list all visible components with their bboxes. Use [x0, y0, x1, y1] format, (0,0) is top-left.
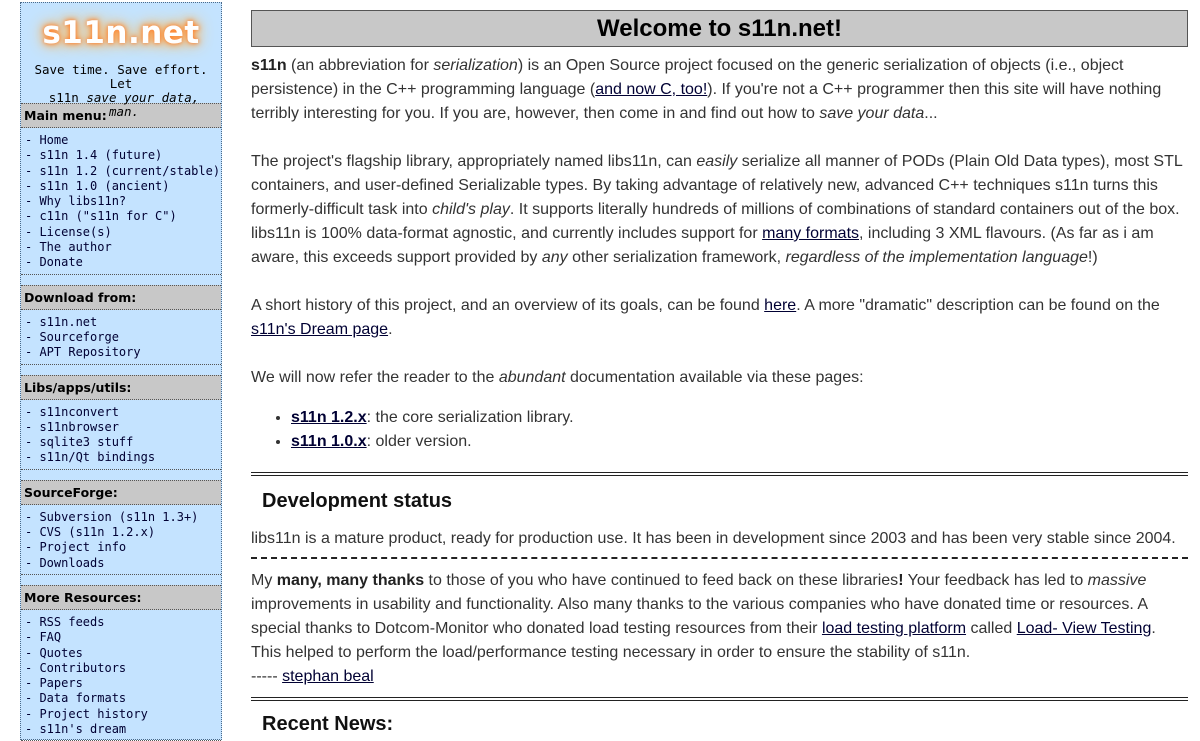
list-item: • s11n 1.2.x: the core serialization library. [291, 406, 1188, 430]
link-history-here[interactable]: here [764, 297, 797, 314]
link-many-formats[interactable]: many formats [762, 225, 860, 242]
link-dream-page[interactable]: s11n's Dream page [251, 321, 389, 338]
sidebar-menu-item[interactable]: - s11n 1.2 (current/stable) [25, 163, 221, 178]
sidebar-menu-item[interactable]: - Data formats [25, 691, 127, 706]
menu-section [21, 285, 221, 365]
menu-section-header: Download from: [21, 285, 221, 310]
menu-list [21, 610, 221, 741]
menu-section [21, 585, 221, 741]
sidebar-menu-item[interactable]: - Home [25, 133, 69, 147]
site-logo[interactable]: s11n.net [42, 15, 200, 51]
sidebar-menu-item[interactable]: - Project history [25, 706, 148, 721]
sidebar-menu-item[interactable]: - Contributors [25, 660, 127, 675]
menu-section [21, 480, 221, 575]
link-s11n-1-2[interactable]: s11n 1.2.x [291, 409, 367, 426]
flagship-paragraph: The project's flagship library, appropriately named libs11n, can easily serialize all manner of PODs (Plain Old Data types), most STL containers, and user-defined Serializable types. By taking advantage of relatively new, advanced C++ techniques s11n turns this formerly-difficult task into child's play. It supports literally hundreds of millions of combinations of standard containers out of the box. libs11n is 100% data-format agnostic, and currently includes support for many formats, including 3 XML flavours. (As far as i am aware, this exceeds support provided by any other serialization framework, regardless of the implementation language!) [251, 153, 1183, 266]
thanks-paragraph: My many, many thanks to those of you who have continued to feed back on these libraries! Your feedback has led to massive improvements in usability and functionality. Also many thanks to the various companies who have donated time or resources. A special thanks to Dotcom-Monitor who donated load testing resources from their load testing platform called Load- View Testing. This helped to perform the load/performance testing necessary in order to ensure the stability of s11n. ----- stephan beal [251, 572, 1156, 685]
section-divider [251, 557, 1188, 559]
intro-bold-name: s11n [251, 57, 287, 74]
link-load-testing-platform[interactable]: load testing platform [821, 620, 967, 637]
sidebar-menu-item[interactable]: - s11nbrowser [25, 419, 119, 434]
sidebar-menu [21, 103, 221, 741]
menu-spacer [21, 470, 221, 480]
menu-list [21, 400, 221, 470]
menu-list [21, 128, 221, 275]
sidebar-menu-item[interactable]: - Donate [25, 255, 83, 270]
sidebar-menu-item[interactable]: - The author [25, 240, 112, 255]
dev-status-text: libs11n is a mature product, ready for production use. It has been in development since 2003 and has been very stable since 2004. [251, 530, 1176, 547]
history-paragraph: A short history of this project, and an overview of its goals, can be found here. A more "dramatic" description can be found on the s11n's Dream page. [251, 297, 1160, 338]
sidebar-menu-item[interactable]: - Why libs11n? [25, 194, 127, 209]
recent-news-heading: Recent News: [262, 713, 394, 735]
link-s11n-1-0[interactable]: s11n 1.0.x [291, 433, 367, 450]
sidebar-menu-item[interactable]: - License(s) [25, 224, 112, 239]
menu-section-header: SourceForge: [21, 480, 221, 505]
sidebar-menu-item[interactable]: - Sourceforge [25, 329, 119, 344]
documentation-list [251, 406, 1188, 454]
section-divider [251, 472, 1188, 476]
menu-section [21, 103, 221, 275]
sidebar-menu-item[interactable]: - Downloads [25, 555, 105, 570]
link-load-view-testing[interactable]: Load- View Testing [1016, 620, 1152, 637]
sidebar-menu-item[interactable]: - s11n's dream [25, 722, 127, 737]
sidebar-menu-item[interactable]: - s11n/Qt bindings [25, 450, 156, 465]
dev-status-heading: Development status [262, 490, 453, 512]
sidebar-menu-item[interactable]: - s11n 1.0 (ancient) [25, 178, 170, 193]
sidebar-menu-item[interactable]: - CVS (s11n 1.2.x) [25, 525, 156, 540]
page-title: Welcome to s11n.net! [251, 10, 1188, 47]
tagline-prefix: s11n [48, 90, 79, 105]
sidebar-menu-item[interactable]: - Papers [25, 676, 83, 691]
main-content [251, 10, 1188, 736]
sidebar-menu-item[interactable]: - FAQ [25, 630, 62, 645]
intro-paragraph: s11n (an abbreviation for serialization) is an Open Source project focused on the generic serialization of objects (i.e., object persistence) in the C++ programming language (and now C, too!). If you're not a C++ programmer then this site will have nothing terribly interesting for you. If you are, however, then come in and find out how to save your data... [251, 57, 1162, 122]
sidebar-menu-item[interactable]: - c11n ("s11n for C") [25, 209, 177, 224]
tagline-line-1: Save time. Save effort. Let [34, 62, 208, 91]
sidebar-menu-item[interactable]: - s11nconvert [25, 404, 119, 419]
menu-section-header: Main menu: [21, 103, 221, 128]
menu-spacer [21, 365, 221, 375]
menu-spacer [21, 575, 221, 585]
sidebar-menu-item[interactable]: - Quotes [25, 645, 83, 660]
sidebar [20, 2, 222, 740]
sidebar-menu-item[interactable]: - RSS feeds [25, 614, 105, 629]
menu-section-header: Libs/apps/utils: [21, 375, 221, 400]
menu-list [21, 505, 221, 575]
link-stephan-beal[interactable]: stephan beal [282, 668, 374, 685]
sidebar-menu-item[interactable]: - s11n 1.4 (future) [25, 148, 163, 163]
sidebar-menu-item[interactable]: - Subversion (s11n 1.3+) [25, 509, 199, 524]
menu-section [21, 375, 221, 470]
menu-list [21, 310, 221, 365]
sidebar-menu-item[interactable]: - s11n.net [25, 314, 98, 329]
link-and-now-c[interactable]: and now C, too! [595, 81, 708, 98]
sidebar-menu-item[interactable]: - APT Repository [25, 345, 141, 360]
menu-spacer [21, 275, 221, 285]
section-divider [251, 697, 1188, 701]
sidebar-menu-item[interactable]: - Project info [25, 540, 127, 555]
sidebar-menu-item[interactable]: - sqlite3 stuff [25, 435, 134, 450]
menu-section-header: More Resources: [21, 585, 221, 610]
list-item: • s11n 1.0.x: older version. [291, 430, 1188, 454]
refer-paragraph: We will now refer the reader to the abundant documentation available via these pages: [251, 369, 864, 386]
tagline-italic: save your data, man. [86, 90, 200, 119]
